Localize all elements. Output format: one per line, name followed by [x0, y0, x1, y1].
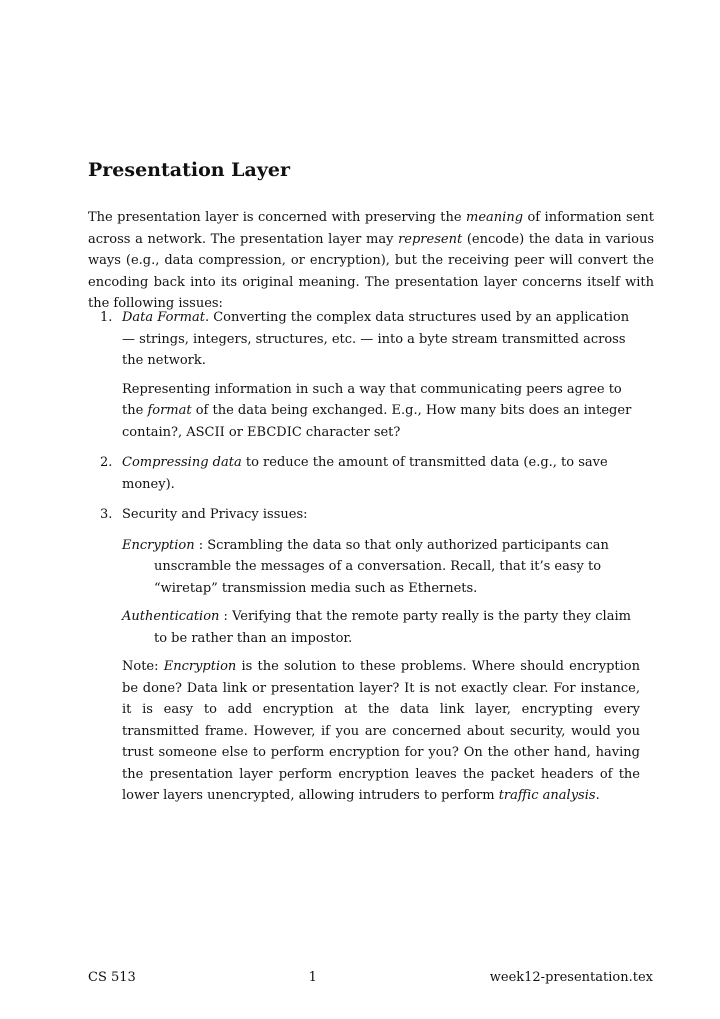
intro-text-2: of information sent across a network. The presentation layer may — [88, 210, 654, 247]
list-item-paragraph — [122, 452, 640, 495]
note-paragraph — [122, 656, 640, 807]
note-text: Note: — [122, 659, 164, 674]
item-text: to reduce the amount of transmitted data (e.g., to save money). — [122, 455, 608, 492]
footer-course: CS 513 — [88, 970, 136, 985]
definition-term: Authentication — [122, 609, 220, 624]
definition-term: Encryption — [122, 537, 195, 553]
list-number: 2. — [100, 455, 113, 470]
definition-text: : Scrambling the data so that only authorized participants can unscramble the messages of a conversation. Recall, that it’s easy to “wiretap” transmission media such as Ethernets. — [154, 537, 609, 596]
item-text: of the data being exchanged. E.g., How many bits does an integer contain?, ASCII or EBCDIC character set? — [122, 403, 632, 440]
item-text: . Converting the complex data structures used by an application — strings, integers, structures, etc. — into a byte stream transmitted across the network. — [122, 310, 630, 368]
intro-paragraph — [88, 207, 654, 315]
issues-list — [100, 307, 640, 816]
intro-text-3: (encode) the data in various ways (e.g., data compression, or encryption), but the receiving peer will convert the encoding back into its original meaning. The presentation layer concerns itself with the following issues: — [88, 231, 655, 311]
note-emphasis: Encryption — [163, 659, 237, 674]
list-item-data-format — [100, 307, 640, 443]
list-item-paragraph — [122, 307, 640, 372]
note-emphasis: traffic analysis — [498, 788, 596, 803]
note-text: is the solution to these problems. Where should encryption be done? Data link or presentation layer? It is not exactly clear. For instance, it is easy to add encryption at the data link layer, encrypting every transmitted frame. However, if you are concerned about security, would you trust someone else to perform encryption for you? On the other hand, having the presentation layer perform encryption leaves the packet headers of the lower layers unencrypted, allowing intruders to perform — [122, 659, 640, 803]
list-item-security-privacy — [100, 504, 640, 807]
list-item-compressing-data — [100, 452, 640, 495]
list-number: 1. — [100, 310, 113, 325]
list-number: 3. — [100, 507, 113, 522]
item-text: Representing information in such a way that communicating peers agree to the — [122, 381, 622, 418]
intro-emphasis-meaning: meaning — [466, 210, 524, 225]
list-item-paragraph-2 — [122, 379, 640, 444]
definition-text: : Verifying that the remote party really is the party they claim to be rather than an impostor. — [154, 609, 631, 646]
item-term: Compressing data — [122, 455, 242, 470]
footer-filename: week12-presentation.tex — [489, 970, 653, 985]
definition-list — [122, 535, 640, 807]
list-item-paragraph: Security and Privacy issues: — [122, 507, 308, 522]
intro-text-1: The presentation layer is concerned with preserving the — [88, 210, 467, 225]
definition-authentication — [122, 606, 640, 649]
intro-emphasis-represent: represent — [398, 231, 463, 247]
page-title: Presentation Layer — [88, 159, 290, 181]
page-footer — [88, 968, 653, 988]
definition-encryption — [122, 535, 640, 600]
item-term: Data Format — [122, 310, 205, 325]
note-text: . — [595, 788, 600, 803]
footer-page-number: 1 — [308, 970, 317, 985]
item-emphasis: format — [147, 403, 192, 418]
